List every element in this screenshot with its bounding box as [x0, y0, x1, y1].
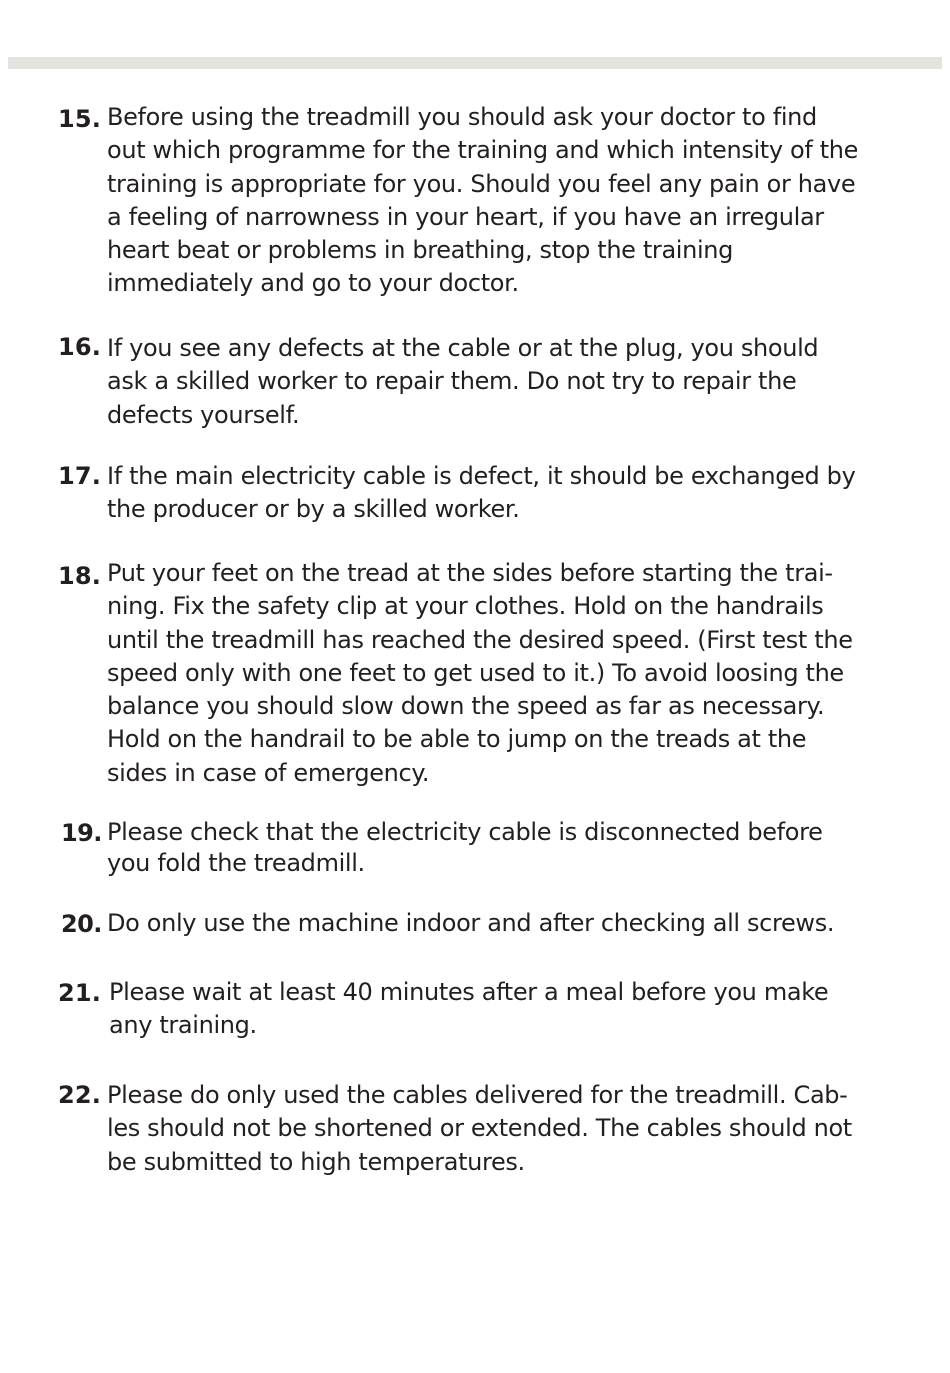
- item-text: [109, 976, 828, 1043]
- item-line: any training.: [109, 1011, 257, 1040]
- item-line: until the treadmill has reached the desired speed. (First test the: [107, 625, 853, 654]
- item-line: heart beat or problems in breathing, stop the training: [107, 236, 734, 265]
- item-line: be submitted to high temperatures.: [107, 1147, 525, 1176]
- item-text: [107, 332, 818, 432]
- item-line: If the main electricity cable is defect, it should be exchanged by: [107, 462, 856, 490]
- item-line: Please check that the electricity cable is disconnected before: [107, 818, 823, 846]
- item-line: a feeling of narrowness in your heart, if you have an irregular: [107, 202, 824, 231]
- item-text: [107, 460, 855, 527]
- item-line: ask a skilled worker to repair them. Do not try to repair the: [107, 367, 797, 396]
- item-number: 22.: [58, 1081, 102, 1109]
- top-divider-bar: [8, 57, 942, 69]
- item-number: 15.: [58, 105, 102, 133]
- item-line: Please do only used the cables delivered for the treadmill. Cab-: [107, 1081, 848, 1109]
- item-line: out which programme for the training and which intensity of the: [107, 136, 859, 165]
- item-text: [107, 907, 834, 940]
- item-line: Hold on the handrail to be able to jump on the treads at the: [107, 725, 807, 754]
- item-text: [107, 1079, 852, 1179]
- item-line: Before using the treadmill you should ask your doctor to find: [107, 103, 817, 131]
- item-line: training is appropriate for you. Should you feel any pain or have: [107, 169, 856, 198]
- item-number: 16.: [58, 333, 102, 361]
- item-number: 17.: [58, 462, 102, 490]
- item-line: les should not be shortened or extended. The cables should not: [107, 1114, 852, 1143]
- item-line: balance you should slow down the speed as far as necessary.: [107, 692, 825, 721]
- item-line: sides in case of emergency.: [107, 758, 430, 787]
- item-number: 21.: [58, 979, 102, 1007]
- item-number: 19.: [61, 819, 102, 847]
- item-number: 18.: [58, 562, 102, 590]
- item-line: speed only with one feet to get used to it.) To avoid loosing the: [107, 658, 844, 687]
- item-line: defects yourself.: [107, 400, 300, 429]
- item-line: Put your feet on the tread at the sides before starting the trai-: [107, 559, 833, 587]
- item-line: Do only use the machine indoor and after checking all screws.: [107, 909, 835, 937]
- item-number: 20.: [61, 910, 102, 938]
- item-line: the producer or by a skilled worker.: [107, 495, 520, 524]
- item-text: [107, 557, 853, 790]
- item-text: [107, 817, 822, 879]
- item-line: you fold the treadmill.: [107, 849, 365, 877]
- item-line: ning. Fix the safety clip at your clothes. Hold on the handrails: [107, 592, 824, 621]
- item-line: immediately and go to your doctor.: [107, 269, 519, 298]
- item-line: If you see any defects at the cable or at the plug, you should: [107, 334, 819, 362]
- item-line: Please wait at least 40 minutes after a meal before you make: [109, 978, 829, 1006]
- item-text: [107, 101, 858, 301]
